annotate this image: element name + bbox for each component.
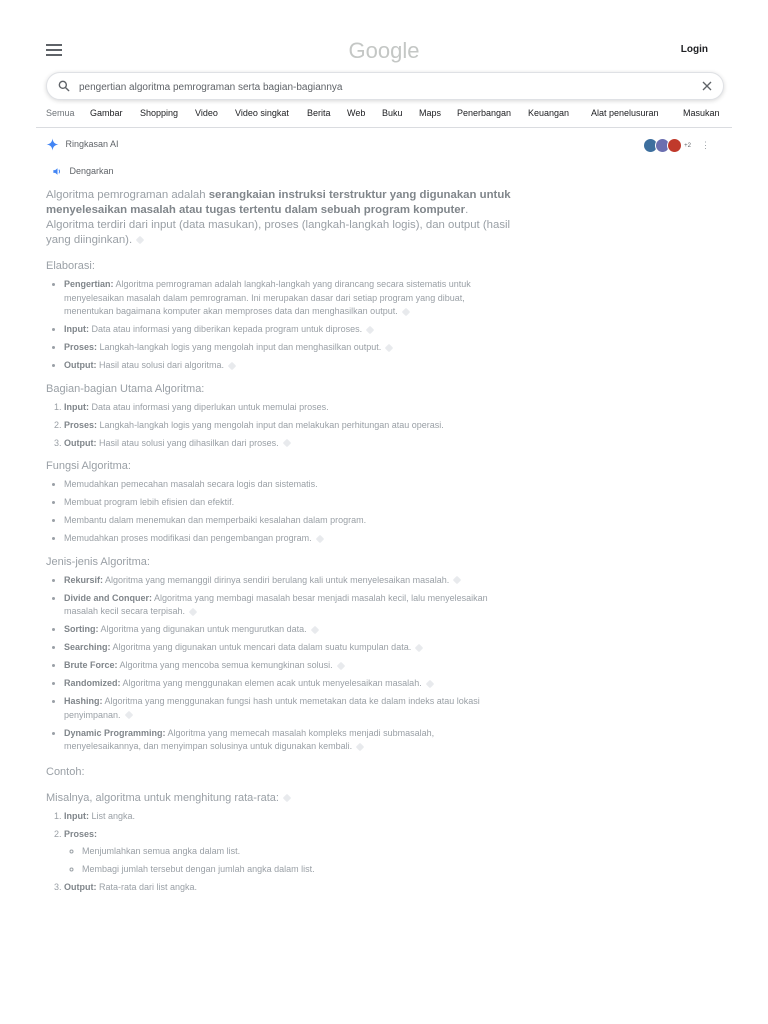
list-item: • Memudahkan pemecahan masalah secara logis dan sistematis. xyxy=(64,478,512,492)
source-favicons[interactable] xyxy=(646,138,710,153)
listen-label: Dengarkan xyxy=(69,166,114,176)
pencil-icon[interactable] xyxy=(124,711,132,719)
pencil-icon[interactable] xyxy=(282,439,290,447)
list-item: • Membuat program lebih efisien dan efektif. xyxy=(64,496,512,510)
tab-berita[interactable]: Berita xyxy=(307,108,331,118)
intro-text: . Algoritma terdiri dari input (data masukan), proses (langkah-langkah logis), dan output (hasil yang diinginkan). xyxy=(46,204,511,246)
intro-paragraph xyxy=(46,188,512,248)
pencil-icon[interactable] xyxy=(315,534,323,542)
list-item: ◦ Membagi jumlah tersebut dengan jumlah angka dalam list. xyxy=(82,863,512,877)
pencil-icon[interactable] xyxy=(385,343,393,351)
intro-text: Algoritma pemrograman adalah xyxy=(46,189,209,201)
list-item: • Divide and Conquer: Algoritma yang membagi masalah besar menjadi masalah kecil, lalu menyelesaikan masalah kecil secara terpisah. xyxy=(64,592,512,619)
pencil-icon[interactable] xyxy=(336,661,344,669)
list-item: 3. Output: Rata-rata dari list angka. xyxy=(64,881,512,895)
more-sources-count[interactable]: +2 xyxy=(684,142,691,149)
search-bar xyxy=(46,72,724,100)
search-tabs xyxy=(46,108,722,122)
speaker-icon xyxy=(52,166,63,177)
list-item: • Sorting: Algoritma yang digunakan untuk mengurutkan data. xyxy=(64,623,512,637)
section-heading: Bagian-bagian Utama Algoritma: xyxy=(46,382,205,395)
pencil-icon[interactable] xyxy=(415,643,423,651)
search-icon[interactable] xyxy=(57,79,71,93)
list-item: • Output: Hasil atau solusi dari algoritma. xyxy=(64,359,512,373)
list-item: • Input: Data atau informasi yang diberikan kepada program untuk diproses. xyxy=(64,323,512,337)
pencil-icon[interactable] xyxy=(310,625,318,633)
pencil-icon[interactable] xyxy=(425,679,433,687)
section-heading: Jenis-jenis Algoritma: xyxy=(46,555,150,568)
tab-alat-penelusuran[interactable]: Alat penelusuran xyxy=(591,108,659,118)
login-button[interactable]: Login xyxy=(680,44,708,55)
section-heading: Elaborasi: xyxy=(46,260,95,272)
list-item: • Dynamic Programming: Algoritma yang memecah masalah kompleks menjadi submasalah, menyelesaikannya, dan menyimpan solusinya untuk digunakan kembali. xyxy=(64,727,512,754)
fungsi-list xyxy=(46,478,512,546)
list-item: • Pengertian: Algoritma pemrograman adalah langkah-langkah yang dirancang secara sistematis untuk menyelesaikan masalah dalam pemrograman. Ini merupakan dasar dari setiap program yang dibuat, menentukan bagaimana komputer akan memproses data dan menghasilkan output. xyxy=(64,278,512,319)
tab-shopping[interactable]: Shopping xyxy=(140,108,179,118)
pencil-icon[interactable] xyxy=(228,361,236,369)
sparkle-icon xyxy=(46,138,59,151)
list-item: • Membantu dalam menemukan dan memperbaiki kesalahan dalam program. xyxy=(64,514,512,528)
tab-web[interactable]: Web xyxy=(347,108,366,118)
ai-overview-label: Ringkasan AI xyxy=(65,138,119,149)
tab-video[interactable]: Video xyxy=(195,108,218,118)
bagian-list xyxy=(46,401,512,451)
pencil-icon[interactable] xyxy=(136,236,144,244)
pencil-icon[interactable] xyxy=(356,742,364,750)
pencil-icon[interactable] xyxy=(283,793,291,801)
example-subheading: Misalnya, algoritma untuk menghitung rata-rata: xyxy=(46,792,512,804)
list-item: 2. Proses: Langkah-langkah logis yang mengolah input dan melakukan perhitungan atau operasi. xyxy=(64,419,512,433)
list-item: • Searching: Algoritma yang digunakan untuk mencari data dalam suatu kumpulan data. xyxy=(64,641,512,655)
ai-overview-content xyxy=(46,188,512,899)
list-item: 1. Input: Data atau informasi yang diperlukan untuk memulai proses. xyxy=(64,401,512,415)
sub-list xyxy=(64,845,512,877)
list-item: • Hashing: Algoritma yang menggunakan fungsi hash untuk memetakan data ke dalam indeks atau lokasi penyimpanan. xyxy=(64,695,512,722)
more-options-icon[interactable]: ⋮ xyxy=(701,140,710,150)
list-item: 1. Input: List angka. xyxy=(64,810,512,824)
pencil-icon[interactable] xyxy=(453,576,461,584)
list-item: • Randomized: Algoritma yang menggunakan elemen acak untuk menyelesaikan masalah. xyxy=(64,677,512,691)
tab-keuangan[interactable]: Keuangan xyxy=(528,108,570,118)
list-item: 2. Proses: ◦ Menjumlahkan semua angka dalam list. ◦ Membagi jumlah tersebut dengan jumlah angka dalam list. xyxy=(64,828,512,877)
list-item: • Brute Force: Algoritma yang mencoba semua kemungkinan solusi. xyxy=(64,659,512,673)
pencil-icon[interactable] xyxy=(189,607,197,615)
close-icon[interactable] xyxy=(699,78,715,94)
search-input[interactable] xyxy=(77,77,681,97)
list-item: • Rekursif: Algoritma yang memanggil dirinya sendiri berulang kali untuk menyelesaikan masalah. xyxy=(64,574,512,588)
tab-semua[interactable]: Semua xyxy=(46,108,75,118)
intro-highlight: serangkaian instruksi terstruktur yang digunakan untuk menyelesaikan masalah atau tugas tertentu dalam sebuah program komputer xyxy=(46,189,511,216)
site-icon[interactable] xyxy=(667,138,682,153)
top-header xyxy=(0,0,768,70)
listen-button[interactable] xyxy=(52,166,114,177)
list-item: • Proses: Langkah-langkah logis yang mengolah input dan menghasilkan output. xyxy=(64,341,512,355)
list-item: 3. Output: Hasil atau solusi yang dihasilkan dari proses. xyxy=(64,437,512,451)
section-heading: Fungsi Algoritma: xyxy=(46,460,131,472)
list-item: ◦ Menjumlahkan semua angka dalam list. xyxy=(82,845,512,859)
section-heading: Contoh: xyxy=(46,765,85,778)
elaborasi-list xyxy=(46,278,512,373)
example-steps xyxy=(46,810,512,895)
jenis-list xyxy=(46,574,512,754)
list-item: • Memudahkan proses modifikasi dan pengembangan program. xyxy=(64,532,512,546)
header-divider xyxy=(36,127,732,128)
tab-video-singkat[interactable]: Video singkat xyxy=(235,108,289,118)
google-logo[interactable]: Google xyxy=(348,38,420,63)
pencil-icon[interactable] xyxy=(366,325,374,333)
pencil-icon[interactable] xyxy=(401,307,409,315)
tab-maps[interactable]: Maps xyxy=(419,108,442,118)
tab-gambar[interactable]: Gambar xyxy=(90,108,123,118)
tab-penerbangan[interactable]: Penerbangan xyxy=(457,108,512,118)
tab-masukan[interactable]: Masukan xyxy=(683,108,720,118)
tab-buku[interactable]: Buku xyxy=(382,108,403,118)
ai-overview-header xyxy=(46,138,119,151)
